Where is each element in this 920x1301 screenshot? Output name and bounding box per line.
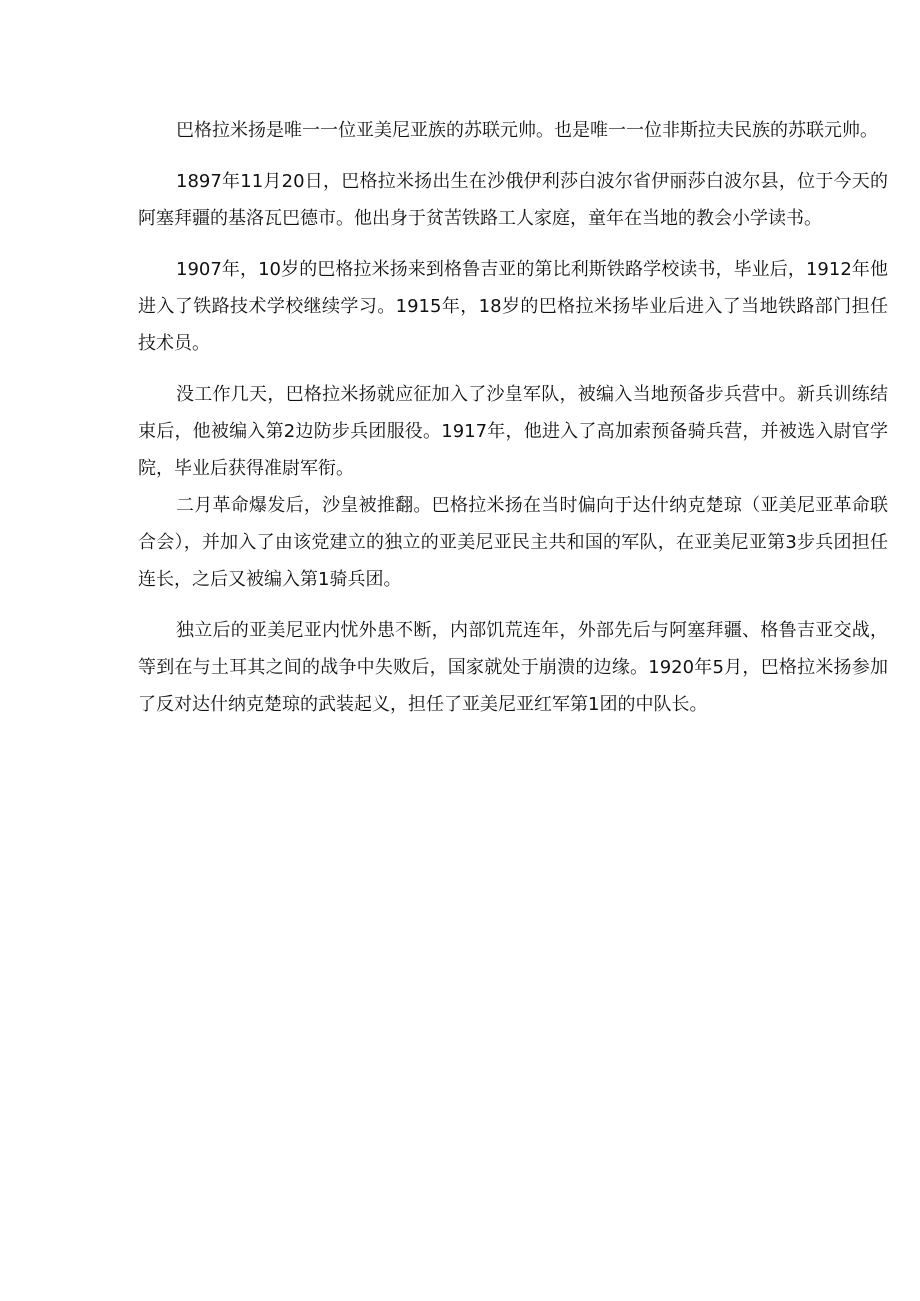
- paragraph-uprising: 独立后的亚美尼亚内忧外患不断，内部饥荒连年，外部先后与阿塞拜疆、格鲁吉亚交战，等到在与土耳其之间的战争中失败后，国家就处于崩溃的边缘。1920年5月，巴格拉米扬参加了反对达什纳克楚琼的武装起义，担任了亚美尼亚红军第1团的中队长。: [138, 620, 888, 715]
- paragraph-birth: 1897年11月20日，巴格拉米扬出生在沙俄伊利莎白波尔省伊丽莎白波尔县，位于今天的阿塞拜疆的基洛瓦巴德市。他出身于贫苦铁路工人家庭，童年在当地的教会小学读书。: [138, 171, 888, 229]
- paragraph-intro: 巴格拉米扬是唯一一位亚美尼亚族的苏联元帅。也是唯一一位非斯拉夫民族的苏联元帅。: [176, 120, 878, 141]
- document-body: [138, 112, 888, 723]
- paragraph-military-service: 没工作几天，巴格拉米扬就应征加入了沙皇军队，被编入当地预备步兵营中。新兵训练结束后，他被编入第2边防步兵团服役。1917年，他进入了高加索预备骑兵营，并被选入尉官学院，毕业后获得准尉军衔。: [138, 384, 888, 479]
- paragraph-february-revolution: 二月革命爆发后，沙皇被推翻。巴格拉米扬在当时偏向于达什纳克楚琼（亚美尼亚革命联合会），并加入了由该党建立的独立的亚美尼亚民主共和国的军队，在亚美尼亚第3步兵团担任连长，之后又被编入第1骑兵团。: [138, 495, 888, 590]
- paragraph-education: 1907年，10岁的巴格拉米扬来到格鲁吉亚的第比利斯铁路学校读书，毕业后，1912年他进入了铁路技术学校继续学习。1915年，18岁的巴格拉米扬毕业后进入了当地铁路部门担任技术员。: [138, 259, 888, 354]
